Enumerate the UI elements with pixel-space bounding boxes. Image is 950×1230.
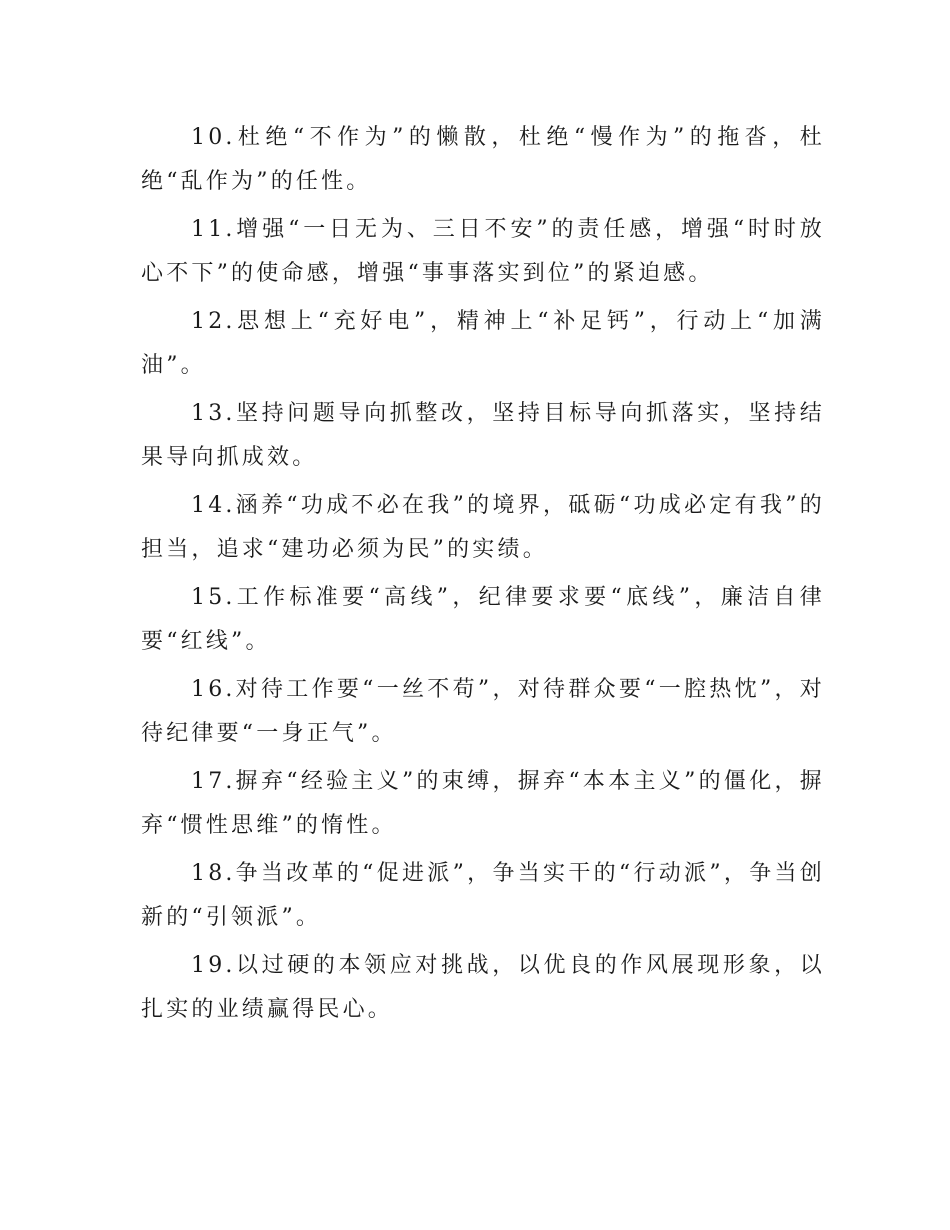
paragraph-item-13: 13.坚持问题导向抓整改，坚持目标导向抓落实，坚持结果导向抓成效。: [141, 401, 825, 470]
paragraph-item-17: 17.摒弃“经验主义”的束缚，摒弃“本本主义”的僵化，摒弃“惯性思维”的惰性。: [141, 769, 825, 838]
paragraph-item-19: 19.以过硬的本领应对挑战，以优良的作风展现形象，以扎实的业绩赢得民心。: [141, 953, 825, 1022]
document-body: [141, 116, 825, 1036]
paragraph-item-14: 14.涵养“功成不必在我”的境界，砥砺“功成必定有我”的担当，追求“建功必须为民”的实绩。: [141, 493, 825, 562]
paragraph-item-15: 15.工作标准要“高线”，纪律要求要“底线”，廉洁自律要“红线”。: [141, 585, 825, 654]
paragraph-item-16: 16.对待工作要“一丝不苟”，对待群众要“一腔热忱”，对待纪律要“一身正气”。: [141, 677, 825, 746]
paragraph-item-10: 10.杜绝“不作为”的懒散，杜绝“慢作为”的拖沓，杜绝“乱作为”的任性。: [141, 125, 825, 194]
paragraph-item-11: 11.增强“一日无为、三日不安”的责任感，增强“时时放心不下”的使命感，增强“事事落实到位”的紧迫感。: [141, 217, 825, 286]
paragraph-item-18: 18.争当改革的“促进派”，争当实干的“行动派”，争当创新的“引领派”。: [141, 861, 825, 930]
paragraph-item-12: 12.思想上“充好电”，精神上“补足钙”，行动上“加满油”。: [141, 309, 825, 378]
